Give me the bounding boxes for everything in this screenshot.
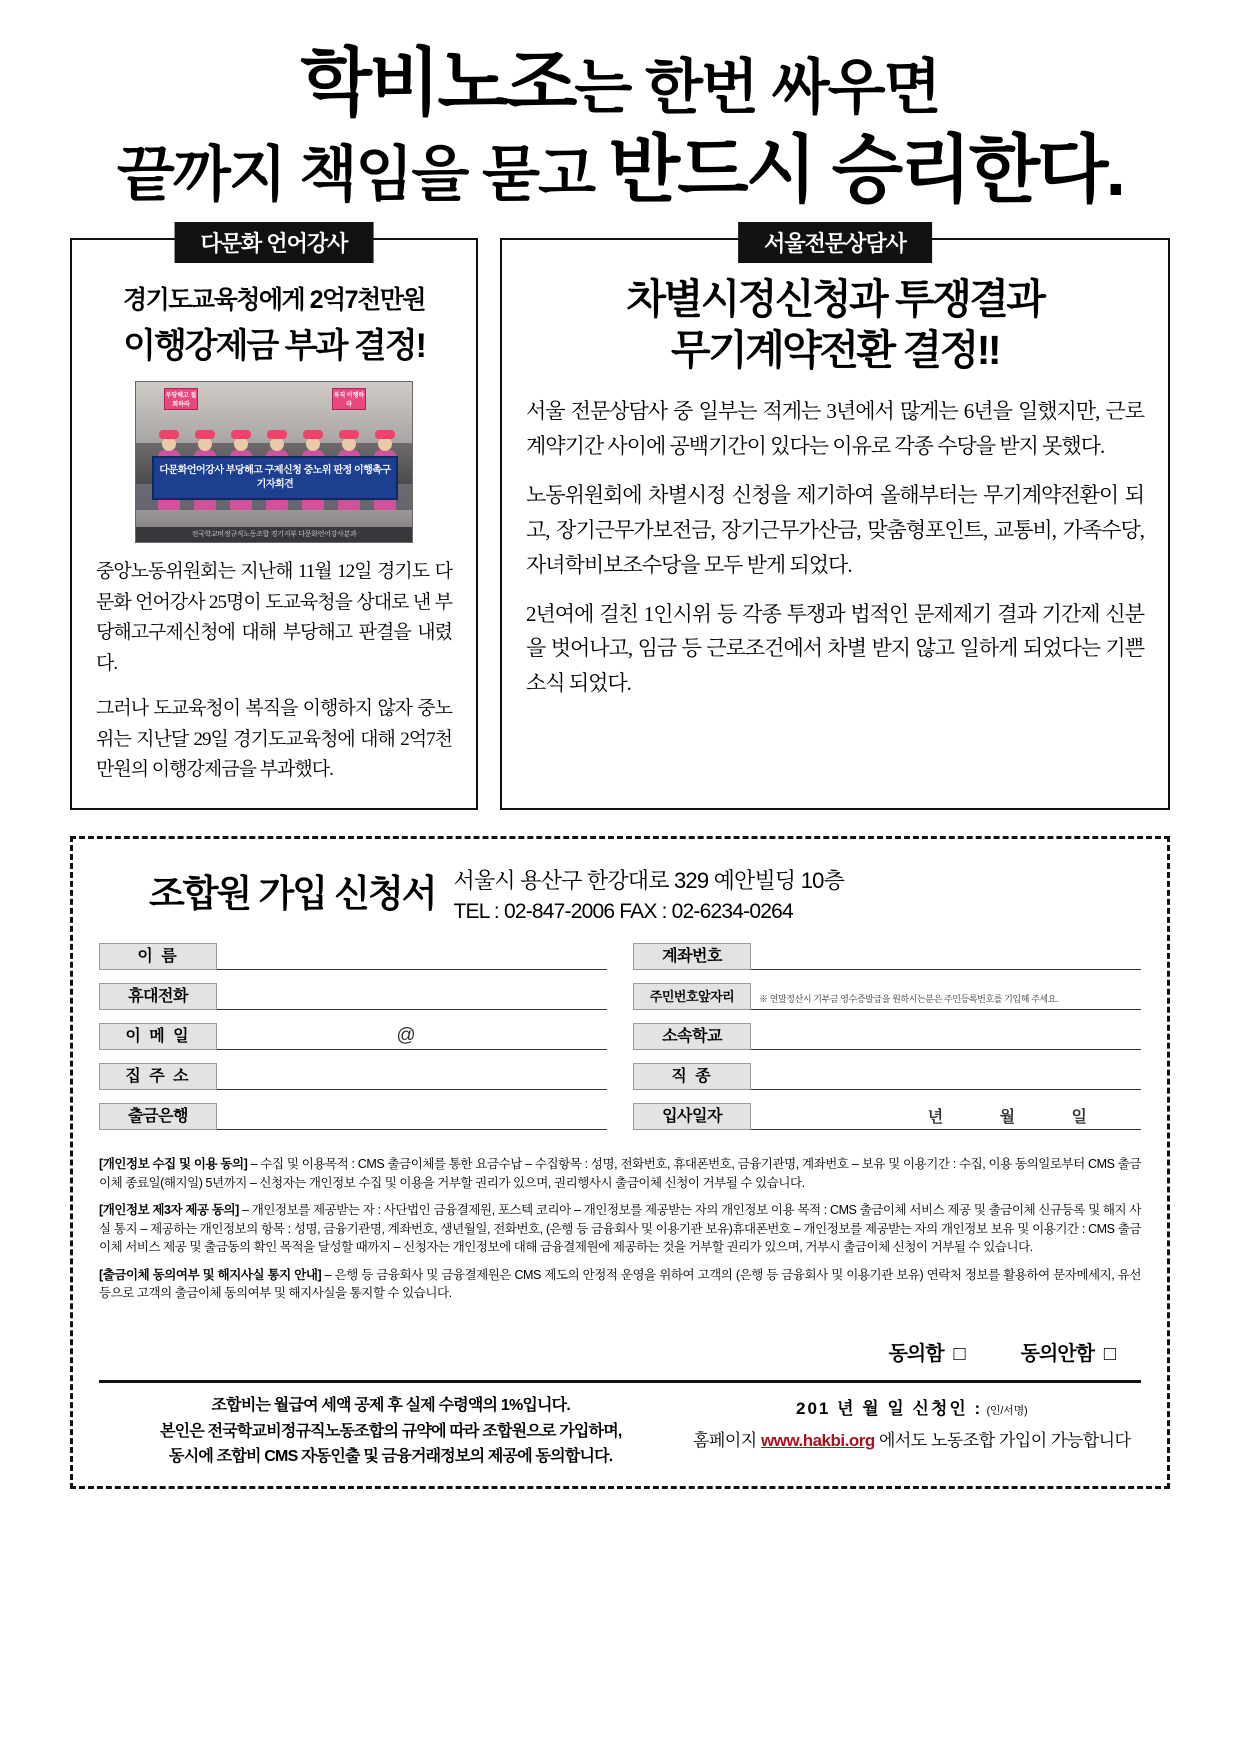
hire-date-units: 년 월 일 [927, 1109, 1113, 1127]
article-right-headline-1: 차별시정신청과 투쟁결과 [626, 275, 1044, 322]
terms-title-collection: [개인정보 수집 및 이용 동의] [99, 1157, 248, 1172]
form-address-line: 서울시 용산구 한강대로 329 예안빌딩 10층 [453, 868, 845, 894]
footer-signature-block [683, 1393, 1141, 1470]
photo-placard-right: 복직 이행하라 [332, 388, 366, 410]
form-title: 조합원 가입 신청서 [149, 873, 436, 915]
field-input-hire-date[interactable] [751, 1103, 1141, 1130]
website-suffix: 에서도 노동조합 가입이 가능합니다 [874, 1431, 1131, 1451]
article-left-headline-1: 경기도교육청에게 2억7천만원 [122, 285, 426, 314]
field-input-address[interactable] [217, 1063, 607, 1090]
footer-dues-line-3 [99, 1444, 683, 1470]
field-label-account-number: 계좌번호 [633, 943, 751, 970]
form-header [99, 859, 1141, 927]
field-input-email[interactable] [217, 1023, 607, 1050]
main-headline [70, 0, 1170, 212]
footer-dues-line-3b: 조합비 CMS 자동인출 및 금융거래정보의 제공 [216, 1448, 518, 1466]
consent-agree-label: 동의함 [888, 1342, 944, 1365]
photo-banner-text: 다문화언어강사 부당해고 구제신청 중노위 판정 이행촉구 기자회견 [152, 456, 398, 500]
field-row-address [99, 1061, 607, 1090]
headline-emphasis-union: 학비노조 [300, 41, 575, 124]
article-left-paragraph: 중앙노동위원회는 지난해 11월 12일 경기도 다문화 언어강사 25명이 도교육청을 상대로 낸 부당해고구제신청에 대해 부당해고 판결을 내렸다. [96, 560, 452, 675]
website-prefix: 홈페이지 [693, 1431, 761, 1451]
headline-emphasis-victory: 반드시 승리한다. [608, 127, 1124, 211]
article-right-paragraph: 노동위원회에 차별시정 신청을 제기하여 올해부터는 무기계약전환이 되고, 장기근무가보전금, 장기근무가산금, 맞춤형포인트, 교통비, 가족수당, 자녀학비보조수당을 모두 받게 되었다. [526, 482, 1144, 577]
form-fields-right-column [633, 941, 1141, 1141]
articles-row [70, 230, 1170, 810]
field-input-school[interactable] [751, 1023, 1141, 1050]
field-row-mobile [99, 981, 607, 1010]
field-input-bank[interactable] [217, 1103, 607, 1130]
headline-line-2 [70, 129, 1170, 212]
field-input-mobile[interactable] [217, 983, 607, 1010]
field-label-job-type: 직 종 [633, 1063, 751, 1090]
field-row-email [99, 1021, 607, 1050]
field-label-resident-id: 주민번호앞자리 [633, 983, 751, 1010]
footer-website-line [683, 1425, 1141, 1457]
footer-dues-line-3a: 동시에 [169, 1448, 217, 1466]
form-fields-left-column [99, 941, 607, 1141]
footer-dues-statement [99, 1393, 683, 1470]
field-input-job-type[interactable] [751, 1063, 1141, 1090]
article-left-body [96, 557, 452, 786]
terms-text-collection: – 수집 및 이용목적 : CMS 출금이체를 통한 요금수납 – 수집항목 : 성명, 전화번호, 휴대폰번호, 금융기관명, 계좌번호 – 보유 및 이용기간 : 수집, 이용 동의일로부터 CMS 출금이체 종료일(해지일) 5년까지 – 신청자는 개인정보 수집 및 이용을 거부할 권리가 있으며, 권리행사시 출금이체 신청이 거부될 수 있습니다. [99, 1157, 1141, 1190]
field-input-name[interactable] [217, 943, 607, 970]
article-multicultural-teachers [70, 230, 478, 810]
terms-text-notice: – 은행 등 금융회사 및 금융결제원은 CMS 제도의 안정적 운영을 위하여 고객의 (은행 등 금융회사 및 이용기관 보유) 연락처 정보를 활용하여 문자메세지, 유선 등으로 고객의 출금이체 동의여부 및 해지사실을 통지할 수 있습니다. [99, 1267, 1141, 1301]
terms-paragraph-thirdparty [99, 1201, 1141, 1257]
press-conference-photo [135, 381, 413, 543]
form-footer [99, 1380, 1141, 1470]
field-row-resident-id [633, 981, 1141, 1010]
terms-paragraph-collection [99, 1155, 1141, 1192]
signature-date-label: 201 년 월 일 신청인 : [796, 1398, 983, 1418]
field-label-email: 이 메 일 [99, 1023, 217, 1050]
field-row-bank [99, 1101, 607, 1130]
field-label-mobile: 휴대전화 [99, 983, 217, 1010]
article-left-headline-2: 이행강제금 부과 결정! [123, 326, 425, 365]
photo-placard-left: 부당해고 철회하라 [164, 388, 198, 410]
consent-disagree-label: 동의안함 [1020, 1342, 1094, 1365]
field-row-school [633, 1021, 1141, 1050]
terms-text-thirdparty: – 개인정보를 제공받는 자 : 사단법인 금융결제원, 포스텍 코리아 – 개인정보를 제공받는 자의 개인정보 이용 목적 : CMS 출금이체 서비스 제공 및 출금이체 신규등록 및 해지 사실 통지 – 제공하는 개인정보의 항목 : 성명, 금융기관명, 계좌번호, 생년월일, 전화번호, (은행 등 금융회사 및 이용기관 보유)휴대폰번호 – 개인정보를 제공받는 자의 개인정보 보유 및 이용기간 : CMS 출금이체 서비스 제공 및 출금동의 확인 목적을 달성할 때까지 – 신청자는 개인정보에 대해 금융결제원에 제공하는 것을 거부할 권리가 있으며, 거부시 출금이체 신청이 거부될 수 있습니다. [99, 1203, 1142, 1255]
field-label-name: 이 름 [99, 943, 217, 970]
email-at-symbol: @ [396, 1025, 416, 1047]
form-terms [99, 1155, 1141, 1303]
consent-row [99, 1337, 1141, 1366]
checkbox-agree[interactable]: □ [953, 1342, 965, 1365]
website-link[interactable]: www.hakbi.org [760, 1431, 875, 1451]
field-row-job-type [633, 1061, 1141, 1090]
terms-title-notice: [출금이체 동의여부 및 해지사실 통지 안내] [99, 1267, 322, 1282]
field-row-account-number [633, 941, 1141, 970]
article-tag-right: 서울전문상담사 [738, 222, 932, 263]
footer-dues-line-2: 본인은 전국학교비정규직노동조합의 규약에 따라 조합원으로 가입하며, [159, 1422, 622, 1440]
article-seoul-counselors [500, 230, 1170, 810]
footer-signature-line[interactable] [683, 1393, 1141, 1425]
headline-line-1 [70, 42, 1170, 125]
terms-paragraph-notice [99, 1266, 1141, 1303]
terms-title-thirdparty: [개인정보 제3자 제공 동의] [99, 1203, 239, 1218]
footer-dues-line-3c: 에 동의합니다. [517, 1448, 613, 1466]
field-label-school: 소속학교 [633, 1023, 751, 1050]
field-label-address: 집 주 소 [99, 1063, 217, 1090]
footer-dues-line-1: 조합비는 월급여 세액 공제 후 실제 수령액의 1%입니다. [211, 1396, 570, 1414]
form-phone-line: TEL : 02-847-2006 FAX : 02-6234-0264 [453, 900, 793, 923]
field-label-bank: 출금은행 [99, 1103, 217, 1130]
field-input-resident-id[interactable] [751, 983, 1141, 1010]
checkbox-disagree[interactable]: □ [1103, 1342, 1115, 1365]
consent-disagree[interactable] [1021, 1337, 1115, 1366]
article-right-body [526, 394, 1144, 701]
headline-line-2-start: 끝까지 책임을 묻고 [116, 140, 609, 208]
field-label-hire-date: 입사일자 [633, 1103, 751, 1130]
field-input-account-number[interactable] [751, 943, 1141, 970]
signature-seal-label: (인/서명) [986, 1404, 1028, 1417]
headline-line-1-rest: 는 한번 싸우면 [574, 54, 940, 121]
consent-agree[interactable] [889, 1337, 965, 1366]
article-right-paragraph: 2년여에 걸친 1인시위 등 각종 투쟁과 법적인 문제제기 결과 기간제 신분을 벗어나고, 임금 등 근로조건에서 차별 받지 않고 일하게 되었다는 기쁜 소식 되었다. [526, 601, 1144, 696]
article-left-paragraph: 그러나 도교육청이 복직을 이행하지 않자 중노위는 지난달 29일 경기도교육청에 대해 2억7천만원의 이행강제금을 부과했다. [96, 697, 452, 781]
field-row-name [99, 941, 607, 970]
membership-application-form [70, 836, 1170, 1489]
resident-id-note: ※ 연말정산시 기부금 영수증발급을 원하시는분은 주민등록번호를 기입해 주세요. [759, 994, 1059, 1005]
field-row-hire-date [633, 1101, 1141, 1130]
article-right-headline-2: 무기계약전환 결정!! [670, 327, 1000, 373]
article-tag-left: 다문화 언어강사 [175, 222, 374, 263]
article-right-paragraph: 서울 전문상담사 중 일부는 적게는 3년에서 많게는 6년을 일했지만, 근로계약기간 사이에 공백기간이 있다는 이유로 각종 수당을 받지 못했다. [526, 399, 1144, 459]
form-fields [99, 941, 1141, 1141]
photo-caption-strip: 전국학교비정규직노동조합 경기지부 다문화언어강사분과 [136, 527, 412, 542]
form-contact-block [454, 859, 845, 927]
